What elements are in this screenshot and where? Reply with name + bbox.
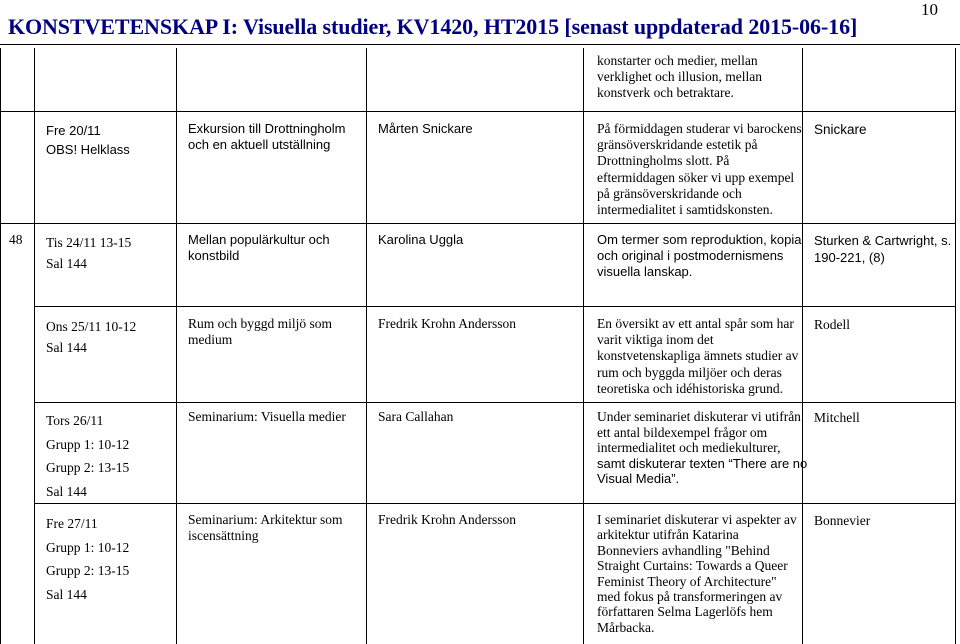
- table-cell-content: [597, 121, 802, 218]
- content-line: författaren Selma Lagerlöfs hem: [597, 604, 773, 620]
- date-line: Fre 20/11: [46, 123, 101, 138]
- column-divider-week: [34, 48, 35, 644]
- topic-line: medium: [188, 332, 233, 347]
- date-line: Sal 144: [46, 256, 87, 271]
- content-line: konstvetenskapliga ämnets studier av: [597, 348, 799, 364]
- row-divider: [0, 111, 956, 112]
- table-cell-week-number: 48: [9, 232, 23, 247]
- row-divider: [34, 402, 956, 403]
- page-number: 10: [921, 0, 938, 19]
- content-line: gränsöverskridande estetik på: [597, 137, 758, 153]
- topic-line: Seminarium: Visuella medier: [188, 409, 346, 424]
- table-cell-reading: [814, 122, 867, 138]
- content-line: intermedialitet och mediekulturer,: [597, 440, 781, 455]
- content-line: Straight Curtains: Towards a Queer: [597, 558, 788, 574]
- date-line: Fre 27/11: [46, 516, 98, 531]
- document-header-title: KONSTVETENSKAP I: Visuella studier, KV1420, HT2015 [senast uppdaterad 2015-06-16]: [8, 14, 858, 39]
- topic-line: Mellan populärkultur och: [188, 232, 330, 247]
- content-line: samt diskuterar texten “There are no: [597, 455, 808, 471]
- column-divider-teacher: [583, 48, 584, 644]
- date-line: Sal 144: [46, 586, 87, 602]
- date-line: Tors 26/11: [46, 413, 104, 428]
- topic-line: Seminarium: Arkitektur som: [188, 512, 343, 527]
- date-line: Grupp 1: 10-12: [46, 436, 130, 452]
- table-border-left: [0, 48, 1, 644]
- row-divider: [34, 503, 956, 504]
- row-divider: [34, 306, 956, 307]
- content-line: En översikt av ett antal spår som har: [597, 316, 794, 331]
- content-line: På förmiddagen studerar vi barockens: [597, 121, 802, 136]
- table-cell-date: [46, 121, 130, 159]
- table-cell-reading: [814, 410, 860, 426]
- content-line: teoretiska och idéhistoriska grund.: [597, 380, 783, 396]
- table-cell-content: [597, 512, 797, 635]
- content-line: på gränsöverskridande och: [597, 185, 742, 201]
- reading-line: 190-221, (8): [814, 250, 885, 265]
- table-cell-teacher: Sara Callahan: [378, 409, 454, 424]
- table-cell-date: [46, 512, 129, 606]
- content-line: Under seminariet diskuterar vi utifrån: [597, 409, 801, 424]
- topic-line: iscensättning: [188, 528, 259, 544]
- table-cell-topic: [188, 409, 346, 425]
- content-line: Feminist Theory of Architecture": [597, 573, 777, 589]
- content-line: och original i postmodernismens: [597, 248, 784, 263]
- table-cell-teacher: Fredrik Krohn Andersson: [378, 512, 516, 527]
- column-divider-content: [802, 48, 803, 644]
- content-line: I seminariet diskuterar vi aspekter av: [597, 512, 797, 527]
- content-line: konstverk och betraktare.: [597, 85, 734, 101]
- table-border-right: [955, 48, 956, 644]
- reading-line: Mitchell: [814, 410, 860, 425]
- header-rule: [0, 44, 960, 45]
- topic-line: konstbild: [188, 248, 240, 263]
- date-line: Grupp 2: 13-15: [46, 460, 130, 475]
- table-cell-date: [46, 232, 131, 274]
- date-line: Grupp 2: 13-15: [46, 563, 130, 578]
- table-cell-teacher: Fredrik Krohn Andersson: [378, 316, 516, 331]
- topic-line: Rum och byggd miljö som: [188, 316, 333, 331]
- content-line: Om termer som reproduktion, kopia: [597, 232, 802, 247]
- content-line: konstarter och medier, mellan: [597, 53, 758, 68]
- table-cell-reading: [814, 317, 850, 333]
- date-line: OBS! Helklass: [46, 142, 130, 157]
- reading-line: Rodell: [814, 317, 850, 332]
- table-cell-continuation-content: [597, 53, 762, 102]
- table-cell-topic: [188, 512, 343, 544]
- table-cell-content: [597, 409, 807, 487]
- table-cell-content: [597, 316, 798, 397]
- content-line: Bonneviers avhandling "Behind: [597, 542, 770, 558]
- date-line: Tis 24/11 13-15: [46, 235, 132, 250]
- content-line: med fokus på transformeringen av: [597, 589, 783, 605]
- table-cell-topic: [188, 232, 330, 264]
- date-line: Sal 144: [46, 483, 87, 499]
- table-cell-content: [597, 232, 801, 280]
- date-line: Grupp 1: 10-12: [46, 539, 130, 555]
- table-cell-topic: [188, 316, 332, 348]
- content-line: arkitektur utifrån Katarina: [597, 527, 739, 543]
- content-line: rum och byggda miljöer och deras: [597, 364, 782, 380]
- content-line: Drottningholms slott. På: [597, 153, 730, 169]
- content-line: Mårbacka.: [597, 619, 655, 635]
- table-cell-teacher: Karolina Uggla: [378, 232, 464, 247]
- date-line: Sal 144: [46, 340, 87, 355]
- content-line: verklighet och illusion, mellan: [597, 69, 762, 85]
- table-cell-date: [46, 316, 136, 358]
- table-cell-reading: [814, 232, 951, 266]
- reading-line: Sturken & Cartwright, s.: [814, 233, 952, 248]
- date-line: Ons 25/11 10-12: [46, 319, 137, 334]
- column-divider-topic: [366, 48, 367, 644]
- content-line: visuella lanskap.: [597, 264, 693, 279]
- content-line: varit viktiga inom det: [597, 332, 714, 348]
- content-line: ett antal bildexempel frågor om: [597, 424, 768, 440]
- row-divider: [0, 223, 956, 224]
- table-cell-date: [46, 409, 129, 503]
- table-cell-reading: [814, 513, 870, 529]
- column-divider-date: [176, 48, 177, 644]
- reading-line: Bonnevier: [814, 513, 871, 528]
- topic-line: Exkursion till Drottningholm: [188, 121, 346, 136]
- reading-line: Snickare: [814, 122, 867, 137]
- table-cell-topic: [188, 121, 346, 153]
- content-line: Visual Media”.: [597, 471, 680, 486]
- table-cell-teacher: Mårten Snickare: [378, 121, 473, 136]
- content-line: eftermiddagen söker vi upp exempel: [597, 169, 795, 185]
- topic-line: och en aktuell utställning: [188, 137, 331, 152]
- content-line: intermedialitet i samtidskonsten.: [597, 202, 773, 218]
